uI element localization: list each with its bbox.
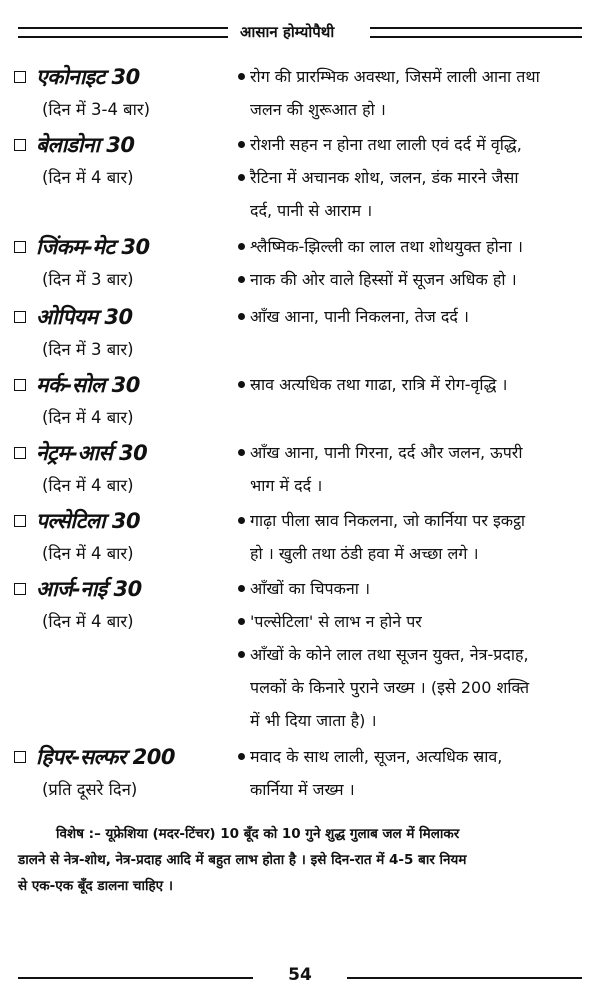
remedy-block [14,300,229,366]
remedy-block [14,230,229,296]
symptom-text: जलन की शुरूआत हो । [250,100,386,119]
remedy-entry [0,368,600,436]
page-number: 54 [288,965,312,985]
symptom-list [238,504,590,570]
bullet-icon [238,618,245,625]
remedy-line [14,504,229,538]
note-line: से एक-एक बूँद डालना चाहिए । [18,878,173,894]
bullet-icon [238,73,245,80]
symptom-text: भाग में दर्द । [250,476,323,495]
remedy-entry [0,128,600,230]
symptom-list [238,368,590,401]
remedy-name: जिंकम-मेट 30 [36,235,150,259]
remedy-line [14,572,229,606]
dosage: (प्रति दूसरे दिन) [42,780,138,799]
remedy-name: आर्ज-नाई 30 [36,577,142,601]
symptom-text: कार्निया में जख्म । [250,780,355,799]
symptom-line [238,504,590,537]
symptom-line [238,572,590,605]
symptom-text: हो । खुली तथा ठंडी हवा में अच्छा लगे । [250,544,479,563]
symptom-list [238,128,590,227]
symptom-text: रोशनी सहन न होना तथा लाली एवं दर्द में वृद्धि, [250,135,522,154]
remedy-entry [0,230,600,300]
remedy-block [14,740,229,806]
symptom-line [238,436,590,469]
remedy-entry [0,572,600,740]
symptom-list [238,300,590,333]
symptom-line [238,537,590,570]
symptom-text: रोग की प्रारम्भिक अवस्था, जिसमें लाली आना तथा [250,67,540,86]
symptom-text: आँख आना, पानी निकलना, तेज दर्द । [250,307,469,326]
checkbox-icon [14,447,26,459]
symptom-line [238,671,590,704]
symptom-line [238,230,590,263]
symptom-line [238,368,590,401]
symptom-text: में भी दिया जाता है) । [250,711,377,730]
symptom-line [238,469,590,502]
symptom-list [238,436,590,502]
symptom-text: स्राव अत्यधिक तथा गाढा, रात्रि में रोग-वृद्धि । [250,375,508,394]
note-line: विशेष :– यूफ्रेशिया (मदर-टिंचर) 10 बूँद को 10 गुने शुद्ध गुलाब जल में मिलाकर [56,826,460,842]
remedy-block [14,504,229,570]
dosage: (दिन में 3-4 बार) [42,100,151,119]
remedy-line [14,128,229,162]
dosage: (दिन में 4 बार) [42,168,134,187]
running-header [18,22,582,46]
dosage: (दिन में 3 बार) [42,340,134,359]
bullet-icon [238,174,245,181]
remedy-name: ओपियम 30 [36,305,133,329]
remedy-name: बेलाडोना 30 [36,133,135,157]
remedy-block [14,60,229,126]
symptom-line [238,605,590,638]
remedy-block [14,572,229,638]
symptom-line [238,740,590,773]
symptom-text: नाक की ओर वाले हिस्सों में सूजन अधिक हो । [250,270,517,289]
special-note [18,821,586,899]
symptom-line [238,128,590,161]
symptom-text: मवाद के साथ लाली, सूजन, अत्यधिक स्राव, [250,747,503,766]
symptom-text: श्लैष्मिक-झिल्ली का लाल तथा शोथयुक्त होना । [250,237,523,256]
checkbox-icon [14,583,26,595]
remedy-entry [0,300,600,368]
bullet-icon [238,651,245,658]
symptom-text: आँखों का चिपकना । [250,579,371,598]
checkbox-icon [14,241,26,253]
symptom-list [238,572,590,737]
dosage: (दिन में 4 बार) [42,408,134,427]
remedy-line [14,230,229,264]
remedy-name: नेट्रम-आर्स 30 [36,441,148,465]
symptom-line [238,300,590,333]
symptom-text: आँख आना, पानी गिरना, दर्द और जलन, ऊपरी [250,443,523,462]
page-footer [18,965,582,989]
remedy-name: पल्सेटिला 30 [36,509,141,533]
dosage: (दिन में 4 बार) [42,476,134,495]
note-line: डालने से नेत्र-शोथ, नेत्र-प्रदाह आदि में बहुत लाभ होता है । इसे दिन-रात में 4-5 बार नियम [18,852,467,868]
bullet-icon [238,449,245,456]
remedy-name: मर्क-सोल 30 [36,373,140,397]
remedy-entry [0,504,600,572]
footer-rule-right [347,977,582,979]
symptom-text: दर्द, पानी से आराम । [250,201,373,220]
remedy-entry [0,60,600,128]
symptom-line [238,704,590,737]
remedy-entry [0,436,600,504]
remedy-block [14,128,229,194]
remedy-name: एकोनाइट 30 [36,65,140,89]
symptom-line [238,194,590,227]
remedy-line [14,300,229,334]
remedy-line [14,60,229,94]
symptom-text: पलकों के किनारे पुराने जख्म । (इसे 200 शक्ति [250,678,530,697]
remedy-name: हिपर-सल्फर 200 [36,745,175,769]
remedy-block [14,368,229,434]
checkbox-icon [14,311,26,323]
symptom-line [238,60,590,93]
symptom-text: गाढ़ा पीला स्राव निकलना, जो कार्निया पर इकट्ठा [250,511,526,530]
checkbox-icon [14,139,26,151]
symptom-line [238,93,590,126]
symptom-list [238,60,590,126]
book-title: आसान होम्योपैथी [240,23,335,41]
bullet-icon [238,313,245,320]
symptom-text: रैटिना में अचानक शोथ, जलन, डंक मारने जैसा [250,168,519,187]
checkbox-icon [14,751,26,763]
header-rule-right [370,27,582,38]
remedy-entry [0,740,600,810]
remedy-block [14,436,229,502]
symptom-text: आँखों के कोने लाल तथा सूजन युक्त, नेत्र-प्रदाह, [250,645,529,664]
symptom-line [238,263,590,296]
checkbox-icon [14,379,26,391]
dosage: (दिन में 3 बार) [42,270,134,289]
bullet-icon [238,753,245,760]
remedy-line [14,436,229,470]
bullet-icon [238,517,245,524]
symptom-text: 'पल्सेटिला' से लाभ न होने पर [250,612,422,631]
remedy-line [14,740,229,774]
bullet-icon [238,141,245,148]
symptom-list [238,230,590,296]
bullet-icon [238,381,245,388]
header-rule-left [18,27,228,38]
symptom-list [238,740,590,806]
dosage: (दिन में 4 बार) [42,612,134,631]
checkbox-icon [14,71,26,83]
dosage: (दिन में 4 बार) [42,544,134,563]
symptom-line [238,638,590,671]
symptom-line [238,773,590,806]
remedy-line [14,368,229,402]
checkbox-icon [14,515,26,527]
bullet-icon [238,276,245,283]
symptom-line [238,161,590,194]
bullet-icon [238,243,245,250]
bullet-icon [238,585,245,592]
